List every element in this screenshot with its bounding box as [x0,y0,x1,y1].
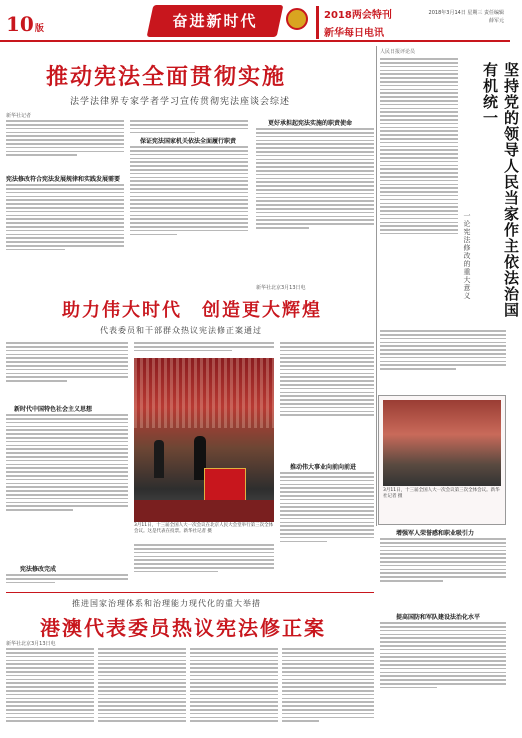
article1-subhead: 法学法律界专家学者学习宣传贯彻宪法座谈会综述 [70,97,291,107]
article2-col3-text2 [280,470,374,590]
article2-col1-intro [6,340,128,402]
article3-col4 [282,646,374,734]
article2-section2-title: 推动伟大事业向前向前进 [290,464,357,471]
article2-col2-intro [134,340,274,356]
page-number: 10版 [6,12,44,36]
side-photo [383,400,501,486]
article2-col3-text [280,340,374,460]
article2-section1-title: 新时代中国特色社会主义思想 [14,406,93,413]
article1-col1-text2 [6,182,124,282]
special-edition-label: 2018两会特刊 新华每日电讯 [316,6,426,39]
article3-col1 [6,646,94,734]
article2-subhead: 代表委员和干部群众热议宪法修正案通过 [100,326,262,335]
article2-col1-text [6,412,128,562]
side-heading-2: 提高国防和军队建设法治化水平 [396,614,481,621]
column-divider [376,46,377,526]
article1-headline: 推动宪法全面贯彻实施 [46,64,287,90]
brand-banner: 奋进新时代 [147,5,284,37]
article2-section3-title: 宪法修改完成 [20,566,57,573]
commentary-headline-block [460,62,520,327]
article1-byline: 新华社记者 [6,113,32,119]
side-heading-1: 增强军人荣誉感和职业吸引力 [396,530,475,537]
article3-headline: 港澳代表委员热议宪法修正案 [40,616,326,640]
commentary-subhead: 一论宪法修改的重大意义 [463,212,471,300]
article3-byline: 新华社北京3月13日电 [6,641,56,647]
article1-col3-text [256,126,374,282]
commentary-author: 人民日报评论员 [380,49,416,55]
commentary-headline: 坚持党的领导人民当家作主依法治国有机统一 [481,62,520,318]
section-rule [6,592,374,593]
right-col-text-mid [380,536,506,608]
article2-col1-tail [6,572,128,590]
commentary-text [380,56,458,324]
masthead [0,0,510,42]
voting-photo-caption: 3月11日，十三届全国人大一次会议在北京人民大会堂举行第三次全体会议。这是代表在投票。新华社记者 摄 [134,523,274,534]
article2-headline: 助力伟大时代 创造更大辉煌 [62,300,322,321]
article1-section3-title: 更好承担起宪法实施的职责使命 [268,120,353,127]
article3-col2 [98,646,186,734]
article1-section-mid-title: 保证宪法国家机关依法全面履行职责 [140,138,237,145]
article1-col2-text [130,144,248,282]
voting-photo [134,358,274,522]
right-col-text-lower [380,620,506,732]
article3-kicker: 推进国家治理体系和治理能力现代化的重大举措 [72,599,261,608]
side-photo-box [378,395,506,525]
dateline: 2018年3月14日 星期三 责任编辑 薛军元 [428,10,504,24]
article2-col2-text [134,542,274,590]
article1-col2-intro [130,118,248,138]
article1-end-byline: 新华社北京3月13日电 [256,285,306,291]
emblem-icon [286,8,308,30]
side-photo-caption: 3月11日，十三届全国人大一次会议第三次全体会议。新华社记者 摄 [383,488,500,499]
right-col-text-upper [380,328,506,392]
article1-section1-title: 宪法修改符合宪法发展规律和实践发展需要 [6,176,121,183]
article3-col3 [190,646,278,734]
article1-col1-text [6,118,124,172]
